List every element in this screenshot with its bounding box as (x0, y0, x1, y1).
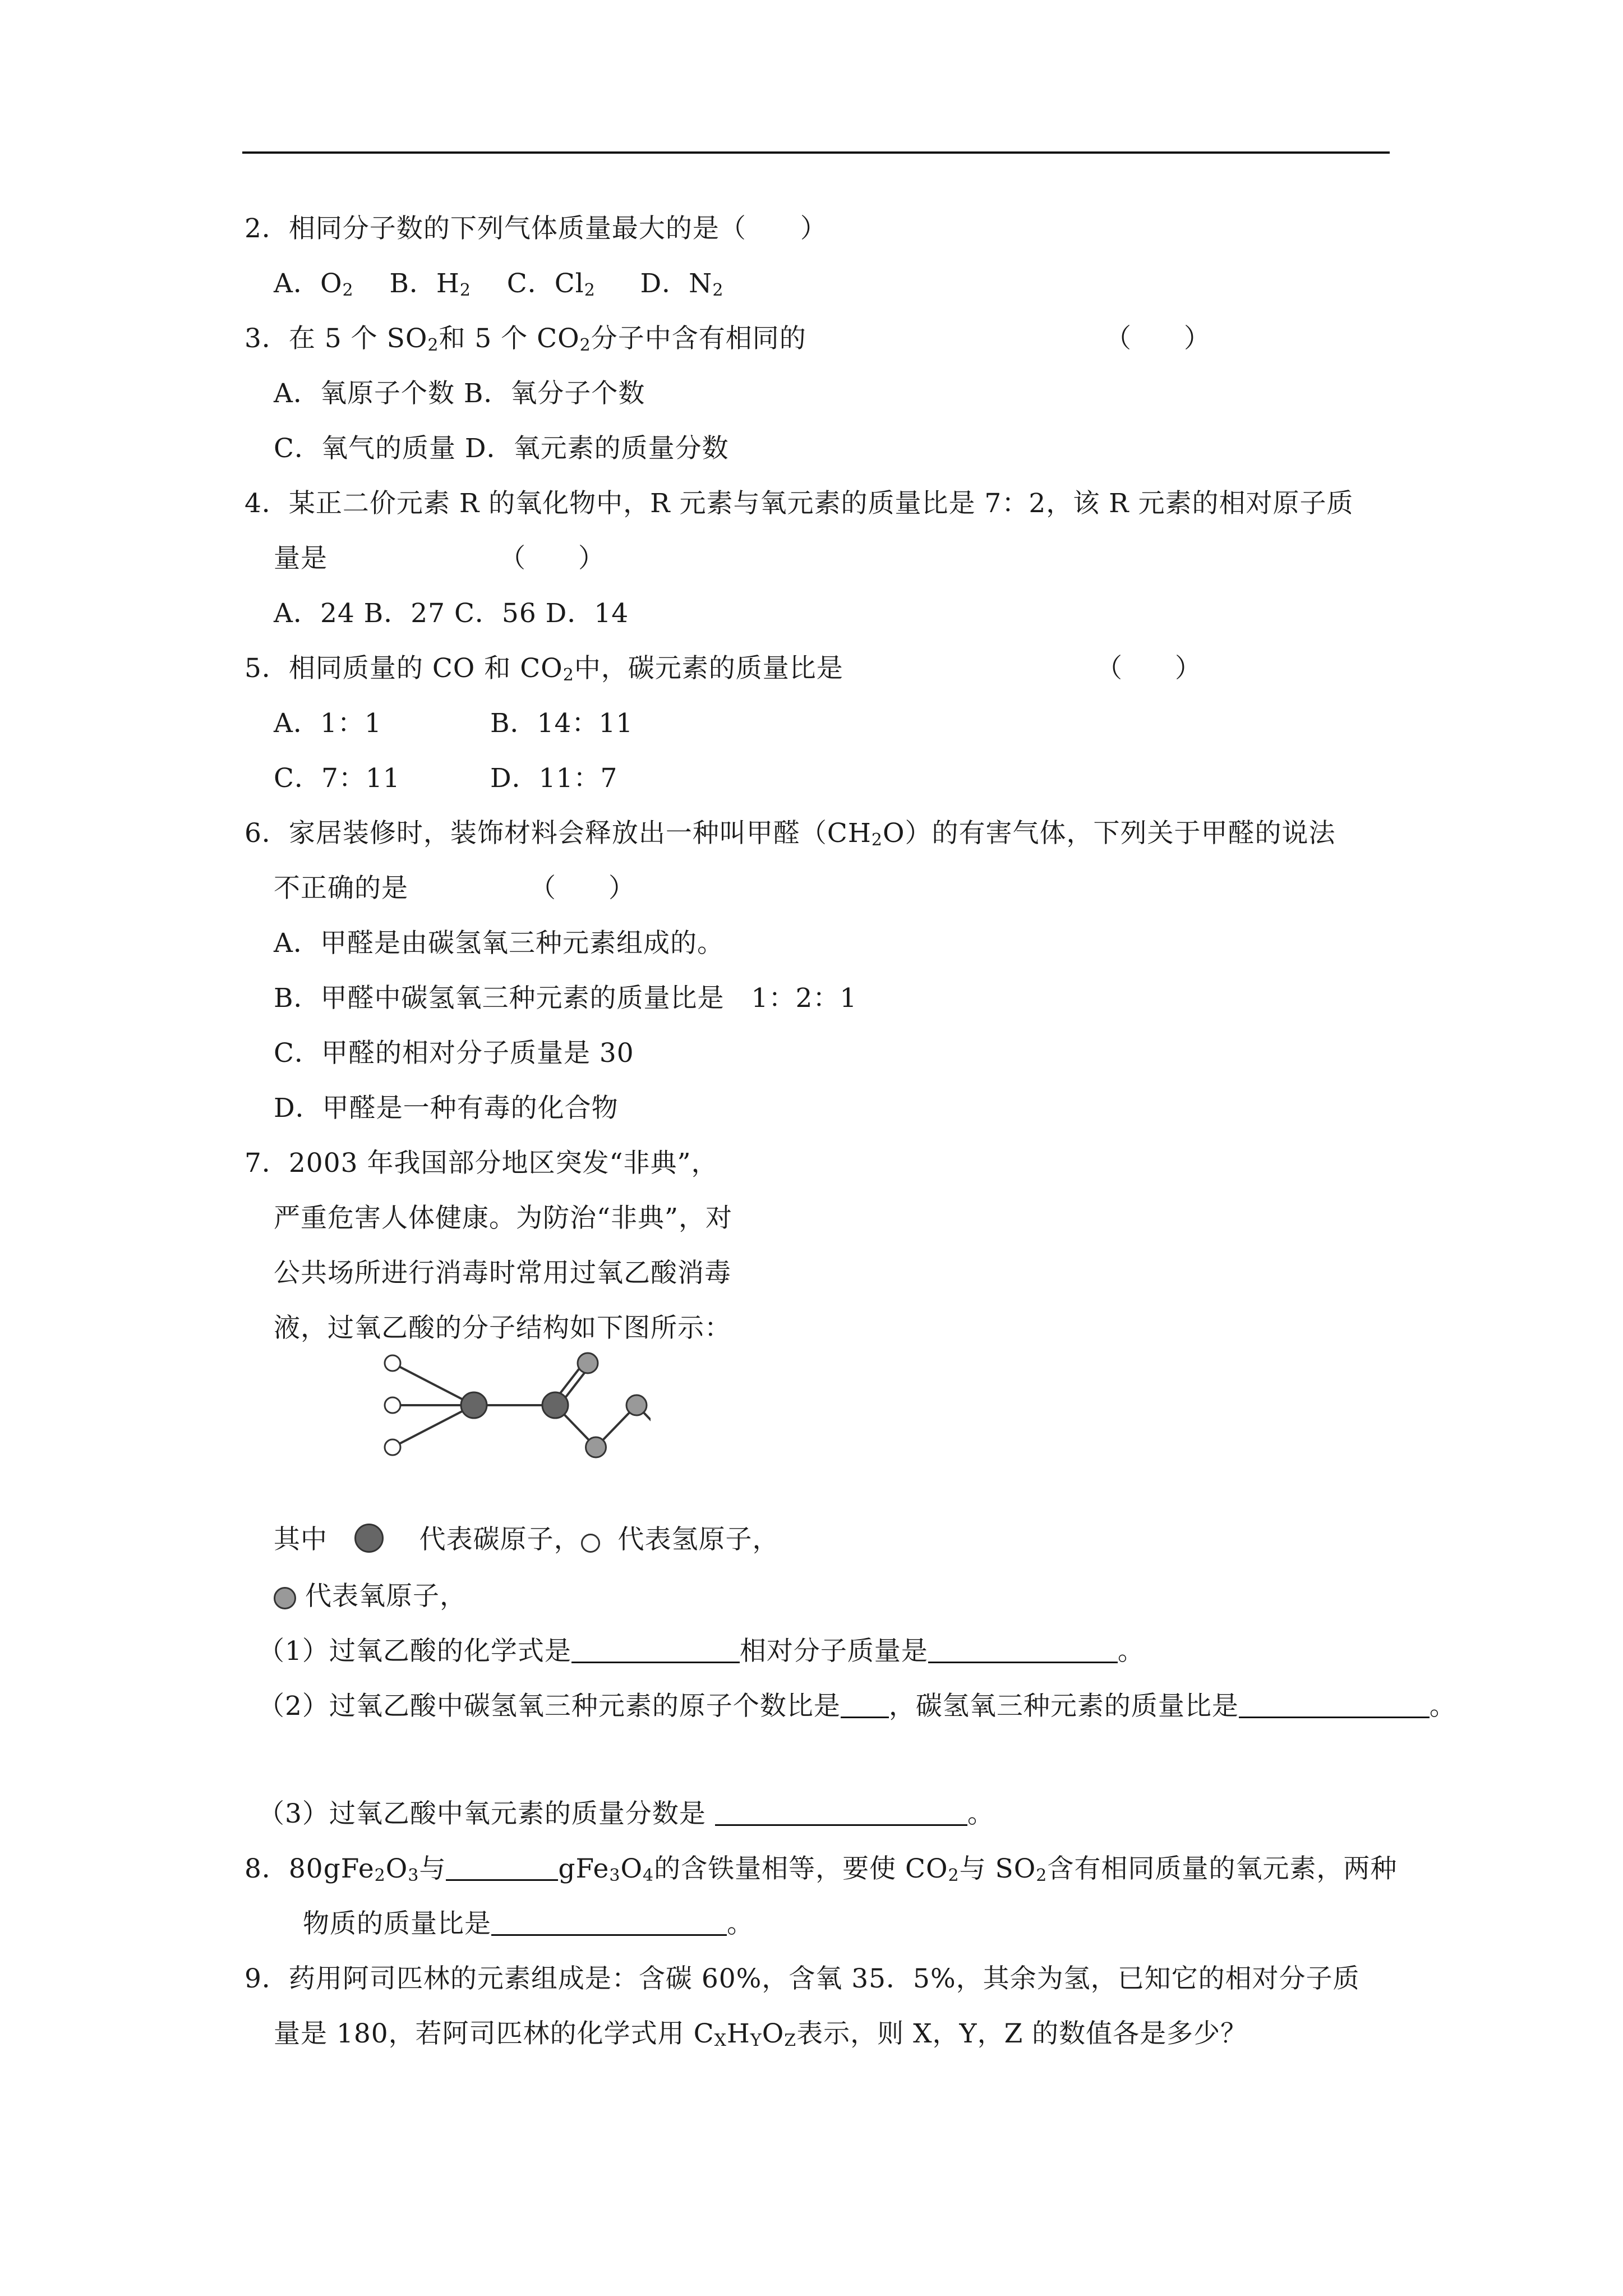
q7-stem-line4: 液，过氧乙酸的分子结构如下图所示： (274, 1313, 731, 1343)
q3-options-1: A．氧原子个数 B．氧分子个数 (274, 378, 645, 409)
q4-options: A．24 B．27 C．56 D．14 (274, 598, 629, 629)
hydrogen-atom-2 (385, 1439, 400, 1455)
q7-formula-blank[interactable] (571, 1637, 740, 1663)
hydrogen-atom-icon (581, 1534, 600, 1553)
q7-stem-line2: 严重危害人体健康。为防治“非典”，对 (274, 1203, 733, 1234)
q9-stem-line1: 9．药用阿司匹林的元素组成是：含碳 60%，含氧 35．5%，其余为氢，已知它的相对分子质 (245, 1963, 1360, 1994)
q5-option-d: D．11：7 (490, 763, 618, 794)
q5-option-c: C．7：11 (274, 763, 400, 794)
q8-stem-line1: 8．$80gFe_2O_3$与 $gFe_3O_4$的含铁量相等，要使 $CO_2$与 $SO_2$含有相同质量的氧元素，两种 (245, 1853, 1398, 1885)
q7-oxygen-fraction-blank[interactable] (715, 1800, 967, 1826)
q5-option-a: A．1：1 (274, 708, 382, 739)
carbon-atom-icon (354, 1524, 384, 1553)
oxygen-atom-5 (578, 1353, 598, 1373)
oxygen-atom-icon (274, 1587, 296, 1609)
q7-stem-line1: 7．2003 年我国部分地区突发“非典”， (245, 1148, 718, 1179)
q8-mass-ratio-blank[interactable] (491, 1910, 727, 1936)
q6-stem-line1: 6．家居装修时，装饰材料会释放出一种叫甲醛$(CH_2O)$的有害气体，下列关于甲醛的说法 (245, 818, 1336, 850)
q4-answer-paren: （ ） (499, 543, 605, 574)
q5-option-b: B．14：11 (490, 708, 634, 739)
q7-atom-ratio-blank[interactable] (841, 1692, 889, 1718)
q7-mass-ratio-blank[interactable] (1239, 1692, 1430, 1718)
q4-stem-line2: 量是 (274, 543, 328, 574)
q7-legend-line2: 代表氧原子， (274, 1580, 467, 1613)
peracetic-acid-molecule-diagram (370, 1341, 651, 1470)
q7-legend-line1: 其中 代表碳原子， 代表氢原子， (274, 1524, 780, 1555)
q7-sub3: （3）过氧乙酸中氧元素的质量分数是 。 (258, 1798, 994, 1829)
header-rule (242, 151, 1390, 154)
q5-stem: 5．相同质量的 CO 和 $CO_2$中，碳元素的质量比是 (245, 653, 843, 685)
q3-stem: 3．在 5 个 $SO_2$和 5 个 $CO_2$分子中含有相同的 (245, 323, 806, 355)
q7-molar-mass-blank[interactable] (928, 1637, 1118, 1663)
q5-answer-paren: （ ） (1096, 653, 1201, 684)
q6-option-a: A．甲醛是由碳氢氧三种元素组成的。 (274, 928, 724, 959)
q6-option-c: C．甲醛的相对分子质量是 30 (274, 1038, 634, 1069)
hydrogen-atom-0 (385, 1355, 400, 1371)
carbon-atom-4 (542, 1392, 568, 1418)
oxygen-atom-6 (586, 1437, 606, 1457)
q2-stem: 2．相同分子数的下列气体质量最大的是（ ） (245, 213, 827, 244)
q7-stem-line3: 公共场所进行消毒时常用过氧乙酸消毒 (274, 1258, 731, 1289)
oxygen-atom-7 (626, 1395, 647, 1415)
q8-fe3o4-mass-blank[interactable] (446, 1855, 558, 1881)
hydrogen-atom-1 (385, 1397, 400, 1413)
q7-sub2: （2）过氧乙酸中碳氢氧三种元素的原子个数比是 ，碳氢氧三种元素的质量比是 。 (258, 1691, 1456, 1722)
q8-stem-line2: 物质的质量比是 。 (303, 1908, 754, 1939)
q3-options-2: C．氧气的质量 D．氧元素的质量分数 (274, 433, 729, 464)
q9-stem-line2: 量是 180，若阿司匹林的化学式用 $C_XH_YO_Z$表示，则 X，Y，Z 的数值各是多少？ (274, 2018, 1248, 2050)
q7-sub1: （1）过氧乙酸的化学式是 相对分子质量是 。 (258, 1636, 1145, 1667)
q6-stem-line2: 不正确的是 (274, 873, 408, 904)
q6-answer-paren: （ ） (529, 873, 635, 904)
carbon-atom-3 (461, 1392, 487, 1418)
q2-options: A．$O_2$ B．$H_2$ C．$Cl_2$ D．$N_2$ (274, 268, 724, 300)
q3-answer-paren: （ ） (1105, 323, 1210, 354)
q6-option-d: D．甲醛是一种有毒的化合物 (274, 1093, 619, 1124)
q6-option-b: B．甲醛中碳氢氧三种元素的质量比是 1：2：1 (274, 983, 857, 1014)
q4-stem-line1: 4．某正二价元素 R 的氧化物中，R 元素与氧元素的质量比是 7：2，该 R 元素的相对原子质 (245, 488, 1354, 519)
